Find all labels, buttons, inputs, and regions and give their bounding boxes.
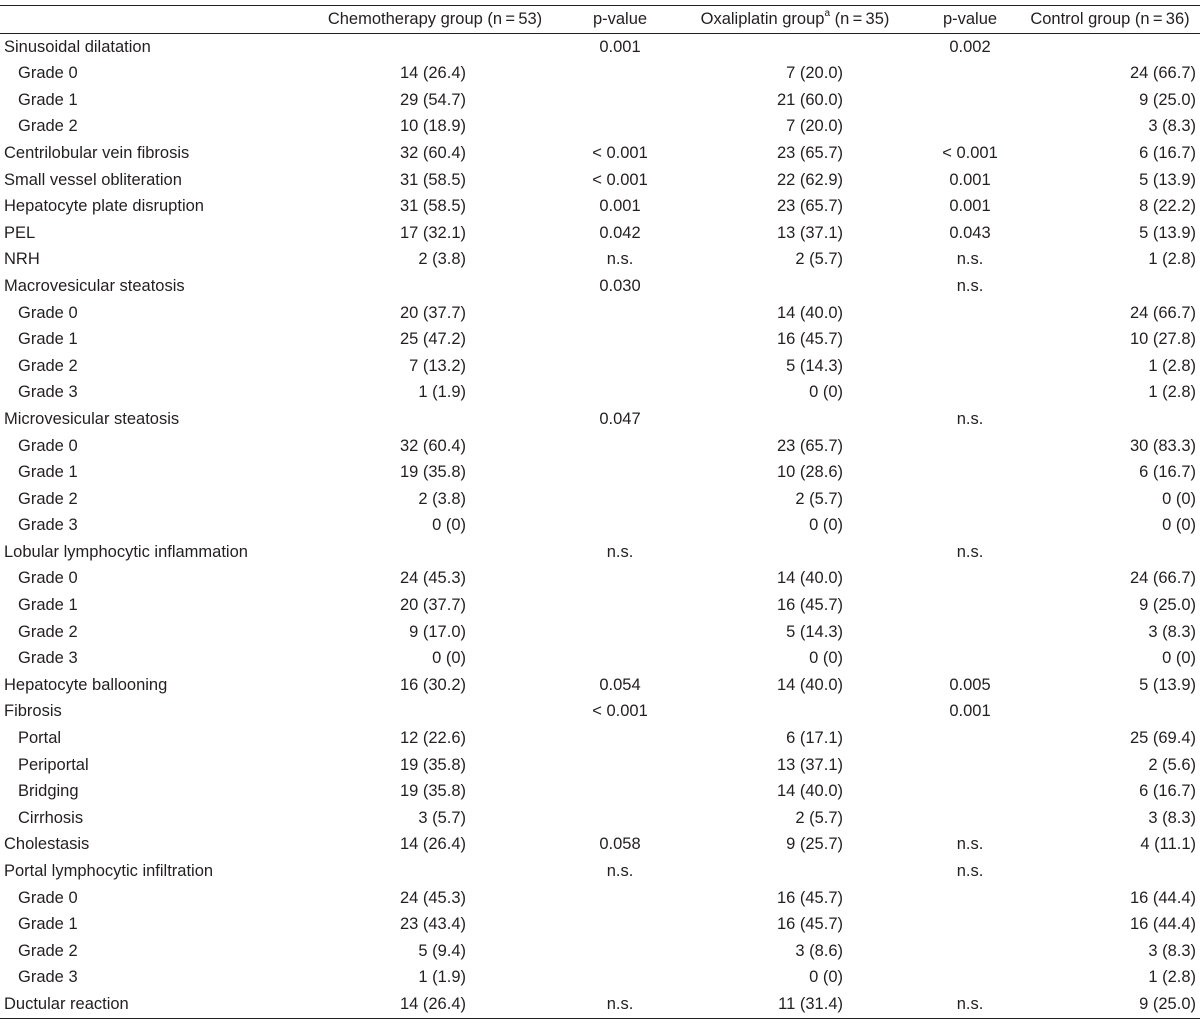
cell-chemotherapy: 19 (35.8) xyxy=(399,755,466,774)
table-body xyxy=(0,33,1200,1018)
cell-p-value-1: 0.058 xyxy=(599,835,641,854)
row-label: Sinusoidal dilatation xyxy=(4,37,151,56)
cell-chemotherapy xyxy=(300,698,570,725)
cell-chemotherapy: 14 (26.4) xyxy=(300,991,570,1018)
cell-oxaliplatin: 5 (14.3) xyxy=(786,622,843,641)
cell-control: 0 (0) xyxy=(1162,489,1196,508)
row-label: Ductular reaction xyxy=(0,991,300,1018)
cell-control: 9 (25.0) xyxy=(1020,991,1200,1018)
cell-chemotherapy: 14 (26.4) xyxy=(399,835,466,854)
header-p-value-2: p-value xyxy=(920,6,1020,34)
cell-chemotherapy: 9 (17.0) xyxy=(409,622,466,641)
row-label: Grade 3 xyxy=(18,968,78,987)
cell-chemotherapy: 19 (35.8) xyxy=(399,463,466,482)
cell-p-value-1: 0.054 xyxy=(599,675,641,694)
header-control-group: Control group (n = 36) xyxy=(1020,6,1200,34)
cell-oxaliplatin: 21 (60.0) xyxy=(776,90,843,109)
cell-control: 5 (13.9) xyxy=(1139,223,1196,242)
header-label xyxy=(0,6,300,34)
table-row xyxy=(0,433,1200,460)
table-row xyxy=(0,725,1200,752)
cell-p-value-1 xyxy=(570,619,670,646)
cell-control: 8 (22.2) xyxy=(1139,197,1196,216)
cell-p-value-1: 0.047 xyxy=(599,409,641,428)
cell-p-value-1: n.s. xyxy=(606,862,634,880)
cell-p-value-1 xyxy=(570,725,670,752)
cell-control: 9 (25.0) xyxy=(1139,596,1196,615)
table-row xyxy=(0,858,1200,885)
cell-oxaliplatin: 2 (5.7) xyxy=(795,250,843,269)
cell-oxaliplatin: 9 (25.7) xyxy=(786,835,843,854)
cell-p-value-1 xyxy=(570,778,670,805)
cell-oxaliplatin: 11 (31.4) xyxy=(670,991,920,1018)
row-label: Periportal xyxy=(18,755,89,774)
cell-control: 16 (44.4) xyxy=(1129,915,1196,934)
row-label: Grade 3 xyxy=(18,649,78,668)
table-row xyxy=(0,885,1200,912)
row-label: Hepatocyte plate disruption xyxy=(4,197,204,216)
cell-control: 5 (13.9) xyxy=(1139,675,1196,694)
table-row xyxy=(0,87,1200,114)
cell-oxaliplatin: 2 (5.7) xyxy=(795,489,843,508)
cell-p-value-2 xyxy=(920,645,1020,672)
cell-control: 6 (16.7) xyxy=(1139,463,1196,482)
table-row xyxy=(0,246,1200,273)
cell-control: 24 (66.7) xyxy=(1129,64,1196,83)
row-label: Grade 2 xyxy=(18,356,78,375)
cell-oxaliplatin: 2 (5.7) xyxy=(795,808,843,827)
cell-p-value-1 xyxy=(570,645,670,672)
table-row xyxy=(0,167,1200,194)
cell-p-value-2: n.s. xyxy=(956,276,984,295)
table-header-row xyxy=(0,6,1200,34)
row-label: Grade 1 xyxy=(18,915,78,934)
table-row xyxy=(0,752,1200,779)
cell-p-value-2 xyxy=(920,433,1020,460)
cell-p-value-2 xyxy=(920,565,1020,592)
cell-oxaliplatin: 6 (17.1) xyxy=(786,729,843,748)
cell-oxaliplatin: 14 (40.0) xyxy=(776,675,843,694)
cell-control xyxy=(1020,539,1200,566)
cell-p-value-2: 0.002 xyxy=(949,37,991,56)
cell-p-value-2 xyxy=(920,113,1020,140)
row-label: Bridging xyxy=(18,782,79,801)
cell-oxaliplatin: 16 (45.7) xyxy=(776,888,843,907)
table-row xyxy=(0,113,1200,140)
cell-control xyxy=(1020,406,1200,433)
cell-p-value-1 xyxy=(570,113,670,140)
cell-p-value-1 xyxy=(570,353,670,380)
row-label: Grade 0 xyxy=(18,888,78,907)
table-row xyxy=(0,565,1200,592)
table-row xyxy=(0,805,1200,832)
table-row xyxy=(0,140,1200,167)
row-label: Grade 1 xyxy=(18,596,78,615)
cell-p-value-1 xyxy=(570,964,670,991)
cell-p-value-1 xyxy=(570,752,670,779)
cell-chemotherapy: 3 (5.7) xyxy=(418,808,466,827)
cell-oxaliplatin: 16 (45.7) xyxy=(776,915,843,934)
footnote-marker-a: a xyxy=(824,8,831,19)
row-label: Portal xyxy=(18,729,62,748)
cell-chemotherapy: 25 (47.2) xyxy=(399,330,466,349)
cell-p-value-2 xyxy=(920,619,1020,646)
cell-oxaliplatin: 13 (37.1) xyxy=(776,223,843,242)
cell-chemotherapy: 23 (43.4) xyxy=(399,915,466,934)
cell-control: 3 (8.3) xyxy=(1148,941,1196,960)
cell-p-value-2 xyxy=(920,60,1020,87)
cell-p-value-1 xyxy=(570,459,670,486)
row-label: Lobular lymphocytic inflammation xyxy=(4,542,248,561)
cell-oxaliplatin: 0 (0) xyxy=(809,516,843,535)
table-row xyxy=(0,619,1200,646)
table-row xyxy=(0,60,1200,87)
table-row xyxy=(0,486,1200,513)
cell-chemotherapy: 2 (3.8) xyxy=(418,489,466,508)
table-row xyxy=(0,911,1200,938)
table-row xyxy=(0,220,1200,247)
cell-chemotherapy xyxy=(300,33,570,60)
cell-chemotherapy: 7 (13.2) xyxy=(409,356,466,375)
row-label: Fibrosis xyxy=(4,702,62,721)
cell-chemotherapy: 31 (58.5) xyxy=(399,170,466,189)
cell-p-value-2 xyxy=(920,885,1020,912)
cell-control: 3 (8.3) xyxy=(1148,117,1196,136)
cell-oxaliplatin: 23 (65.7) xyxy=(776,436,843,455)
row-label: Grade 3 xyxy=(18,383,78,402)
cell-control: 6 (16.7) xyxy=(1139,143,1196,162)
cell-oxaliplatin: 10 (28.6) xyxy=(776,463,843,482)
cell-control xyxy=(1020,273,1200,300)
cell-oxaliplatin: 14 (40.0) xyxy=(776,569,843,588)
cell-chemotherapy xyxy=(300,273,570,300)
table-row xyxy=(0,326,1200,353)
cell-p-value-2 xyxy=(920,725,1020,752)
histology-table xyxy=(0,5,1200,1019)
cell-chemotherapy xyxy=(300,539,570,566)
cell-p-value-2: n.s. xyxy=(956,835,984,854)
cell-oxaliplatin: 0 (0) xyxy=(809,383,843,402)
cell-p-value-2: 0.043 xyxy=(949,223,991,242)
cell-oxaliplatin: 14 (40.0) xyxy=(776,303,843,322)
cell-control xyxy=(1020,698,1200,725)
row-label: Microvesicular steatosis xyxy=(4,409,180,428)
cell-p-value-2: 0.005 xyxy=(949,675,991,694)
table-row xyxy=(0,379,1200,406)
row-label: PEL xyxy=(4,223,36,242)
cell-p-value-1: < 0.001 xyxy=(592,143,648,162)
cell-p-value-1 xyxy=(570,300,670,327)
cell-control: 1 (2.8) xyxy=(1148,968,1196,987)
table-row xyxy=(0,831,1200,858)
header-oxaliplatin-label: Oxaliplatin group xyxy=(700,10,825,28)
cell-chemotherapy: 12 (22.6) xyxy=(399,729,466,748)
table-row xyxy=(0,698,1200,725)
cell-control: 16 (44.4) xyxy=(1129,888,1196,907)
cell-p-value-1: 0.001 xyxy=(599,37,641,56)
cell-p-value-2 xyxy=(920,805,1020,832)
cell-control: 0 (0) xyxy=(1162,516,1196,535)
cell-p-value-1 xyxy=(570,512,670,539)
cell-oxaliplatin: 7 (20.0) xyxy=(786,64,843,83)
row-label: Cirrhosis xyxy=(18,808,84,827)
cell-p-value-2: < 0.001 xyxy=(942,143,998,162)
cell-p-value-2 xyxy=(920,911,1020,938)
cell-control xyxy=(1020,858,1200,885)
cell-oxaliplatin xyxy=(670,698,920,725)
cell-oxaliplatin: 22 (62.9) xyxy=(776,170,843,189)
header-oxaliplatin-n: (n = 35) xyxy=(830,10,890,28)
cell-p-value-1: < 0.001 xyxy=(592,702,648,721)
cell-p-value-2 xyxy=(920,778,1020,805)
row-label: Grade 1 xyxy=(18,463,78,482)
row-label: Grade 0 xyxy=(18,436,78,455)
cell-control: 30 (83.3) xyxy=(1129,436,1196,455)
cell-p-value-1: n.s. xyxy=(570,991,670,1018)
cell-p-value-2 xyxy=(920,486,1020,513)
cell-control: 5 (13.9) xyxy=(1139,170,1196,189)
cell-p-value-1: < 0.001 xyxy=(592,170,648,189)
cell-p-value-2 xyxy=(920,353,1020,380)
cell-oxaliplatin: 16 (45.7) xyxy=(776,596,843,615)
row-label: Grade 1 xyxy=(18,330,78,349)
table-row xyxy=(0,273,1200,300)
cell-p-value-2: 0.001 xyxy=(949,170,991,189)
cell-chemotherapy: 20 (37.7) xyxy=(399,303,466,322)
cell-chemotherapy: 32 (60.4) xyxy=(399,143,466,162)
cell-p-value-2 xyxy=(920,752,1020,779)
cell-chemotherapy: 16 (30.2) xyxy=(399,675,466,694)
cell-control: 24 (66.7) xyxy=(1129,569,1196,588)
table-row xyxy=(0,512,1200,539)
cell-p-value-2: n.s. xyxy=(956,542,984,561)
cell-control: 0 (0) xyxy=(1162,649,1196,668)
cell-p-value-2: n.s. xyxy=(956,250,984,269)
table-row xyxy=(0,592,1200,619)
cell-oxaliplatin: 16 (45.7) xyxy=(776,330,843,349)
row-label: Grade 2 xyxy=(18,489,78,508)
cell-p-value-1: 0.030 xyxy=(599,276,641,295)
cell-p-value-1: n.s. xyxy=(606,250,634,269)
cell-oxaliplatin: 23 (65.7) xyxy=(776,143,843,162)
cell-p-value-2 xyxy=(920,379,1020,406)
cell-oxaliplatin xyxy=(670,539,920,566)
row-label: Centrilobular vein fibrosis xyxy=(4,143,190,162)
cell-oxaliplatin: 0 (0) xyxy=(809,649,843,668)
row-label: Macrovesicular steatosis xyxy=(4,276,185,295)
cell-oxaliplatin: 7 (20.0) xyxy=(786,117,843,136)
cell-p-value-2: n.s. xyxy=(956,862,984,880)
table-row xyxy=(0,193,1200,220)
cell-p-value-1 xyxy=(570,433,670,460)
cell-oxaliplatin xyxy=(670,273,920,300)
cell-chemotherapy: 24 (45.3) xyxy=(399,888,466,907)
row-label: Grade 0 xyxy=(18,64,78,83)
table-row xyxy=(0,539,1200,566)
cell-control: 1 (2.8) xyxy=(1148,356,1196,375)
cell-p-value-1 xyxy=(570,911,670,938)
cell-chemotherapy: 32 (60.4) xyxy=(399,436,466,455)
cell-oxaliplatin: 0 (0) xyxy=(809,968,843,987)
cell-p-value-2 xyxy=(920,592,1020,619)
cell-oxaliplatin: 23 (65.7) xyxy=(776,197,843,216)
cell-chemotherapy: 20 (37.7) xyxy=(399,596,466,615)
table-row xyxy=(0,778,1200,805)
cell-control: 2 (5.6) xyxy=(1148,755,1196,774)
cell-p-value-1 xyxy=(570,938,670,965)
table-row xyxy=(0,991,1200,1018)
table-row xyxy=(0,33,1200,60)
row-label: Grade 2 xyxy=(18,622,78,641)
table-row xyxy=(0,300,1200,327)
cell-oxaliplatin xyxy=(670,858,920,885)
cell-oxaliplatin: 14 (40.0) xyxy=(776,782,843,801)
table-row xyxy=(0,964,1200,991)
cell-chemotherapy: 31 (58.5) xyxy=(399,197,466,216)
row-label: NRH xyxy=(4,250,40,269)
cell-p-value-1 xyxy=(570,379,670,406)
cell-control: 1 (2.8) xyxy=(1148,250,1196,269)
cell-control: 9 (25.0) xyxy=(1139,90,1196,109)
cell-p-value-2: n.s. xyxy=(920,991,1020,1018)
row-label: Grade 2 xyxy=(18,941,78,960)
cell-p-value-2 xyxy=(920,459,1020,486)
cell-control: 3 (8.3) xyxy=(1148,808,1196,827)
row-label: Grade 0 xyxy=(18,303,78,322)
cell-p-value-1 xyxy=(570,486,670,513)
cell-chemotherapy: 2 (3.8) xyxy=(418,250,466,269)
cell-control: 10 (27.8) xyxy=(1129,330,1196,349)
cell-p-value-1 xyxy=(570,592,670,619)
cell-p-value-1 xyxy=(570,885,670,912)
cell-chemotherapy: 19 (35.8) xyxy=(399,782,466,801)
cell-chemotherapy: 0 (0) xyxy=(432,516,466,535)
cell-control xyxy=(1020,33,1200,60)
cell-p-value-2: 0.001 xyxy=(949,702,991,721)
cell-chemotherapy: 17 (32.1) xyxy=(399,223,466,242)
row-label: Grade 2 xyxy=(18,117,78,136)
cell-oxaliplatin xyxy=(670,406,920,433)
cell-p-value-2 xyxy=(920,938,1020,965)
cell-p-value-1 xyxy=(570,326,670,353)
table-row xyxy=(0,353,1200,380)
cell-chemotherapy: 5 (9.4) xyxy=(418,941,466,960)
cell-chemotherapy: 1 (1.9) xyxy=(418,383,466,402)
cell-control: 4 (11.1) xyxy=(1140,835,1196,854)
table-row xyxy=(0,938,1200,965)
cell-chemotherapy: 14 (26.4) xyxy=(399,64,466,83)
cell-p-value-1 xyxy=(570,60,670,87)
cell-control: 1 (2.8) xyxy=(1148,383,1196,402)
row-label: Cholestasis xyxy=(4,835,90,854)
header-oxaliplatin-group xyxy=(670,6,920,34)
cell-chemotherapy xyxy=(300,858,570,885)
cell-p-value-1 xyxy=(570,565,670,592)
cell-p-value-2 xyxy=(920,87,1020,114)
cell-p-value-2 xyxy=(920,964,1020,991)
cell-p-value-1 xyxy=(570,805,670,832)
cell-oxaliplatin: 13 (37.1) xyxy=(776,755,843,774)
header-chemotherapy-group: Chemotherapy group (n = 53) xyxy=(300,6,570,34)
cell-p-value-1: 0.001 xyxy=(599,197,641,216)
row-label: Grade 1 xyxy=(18,90,78,109)
row-label: Grade 3 xyxy=(18,516,78,535)
table-row xyxy=(0,645,1200,672)
cell-control: 24 (66.7) xyxy=(1129,303,1196,322)
cell-p-value-2 xyxy=(920,300,1020,327)
table-row xyxy=(0,459,1200,486)
cell-control: 6 (16.7) xyxy=(1139,782,1196,801)
cell-control: 25 (69.4) xyxy=(1129,729,1196,748)
cell-p-value-1 xyxy=(570,87,670,114)
cell-chemotherapy: 10 (18.9) xyxy=(399,117,466,136)
cell-p-value-1: n.s. xyxy=(606,542,634,561)
cell-chemotherapy: 0 (0) xyxy=(432,649,466,668)
table-row xyxy=(0,406,1200,433)
cell-oxaliplatin xyxy=(670,33,920,60)
table-row xyxy=(0,672,1200,699)
row-label: Small vessel obliteration xyxy=(4,170,182,189)
cell-p-value-2: n.s. xyxy=(956,409,984,428)
cell-p-value-2: 0.001 xyxy=(949,197,991,216)
cell-p-value-2 xyxy=(920,512,1020,539)
cell-oxaliplatin: 5 (14.3) xyxy=(786,356,843,375)
row-label: Portal lymphocytic infiltration xyxy=(4,862,214,880)
row-label: Hepatocyte ballooning xyxy=(4,675,168,694)
cell-chemotherapy xyxy=(300,406,570,433)
cell-chemotherapy: 1 (1.9) xyxy=(418,968,466,987)
cell-chemotherapy: 29 (54.7) xyxy=(399,90,466,109)
cell-p-value-1: 0.042 xyxy=(599,223,641,242)
cell-chemotherapy: 24 (45.3) xyxy=(399,569,466,588)
cell-oxaliplatin: 3 (8.6) xyxy=(795,941,843,960)
cell-control: 3 (8.3) xyxy=(1148,622,1196,641)
row-label: Grade 0 xyxy=(18,569,78,588)
header-p-value-1: p-value xyxy=(570,6,670,34)
cell-p-value-2 xyxy=(920,326,1020,353)
